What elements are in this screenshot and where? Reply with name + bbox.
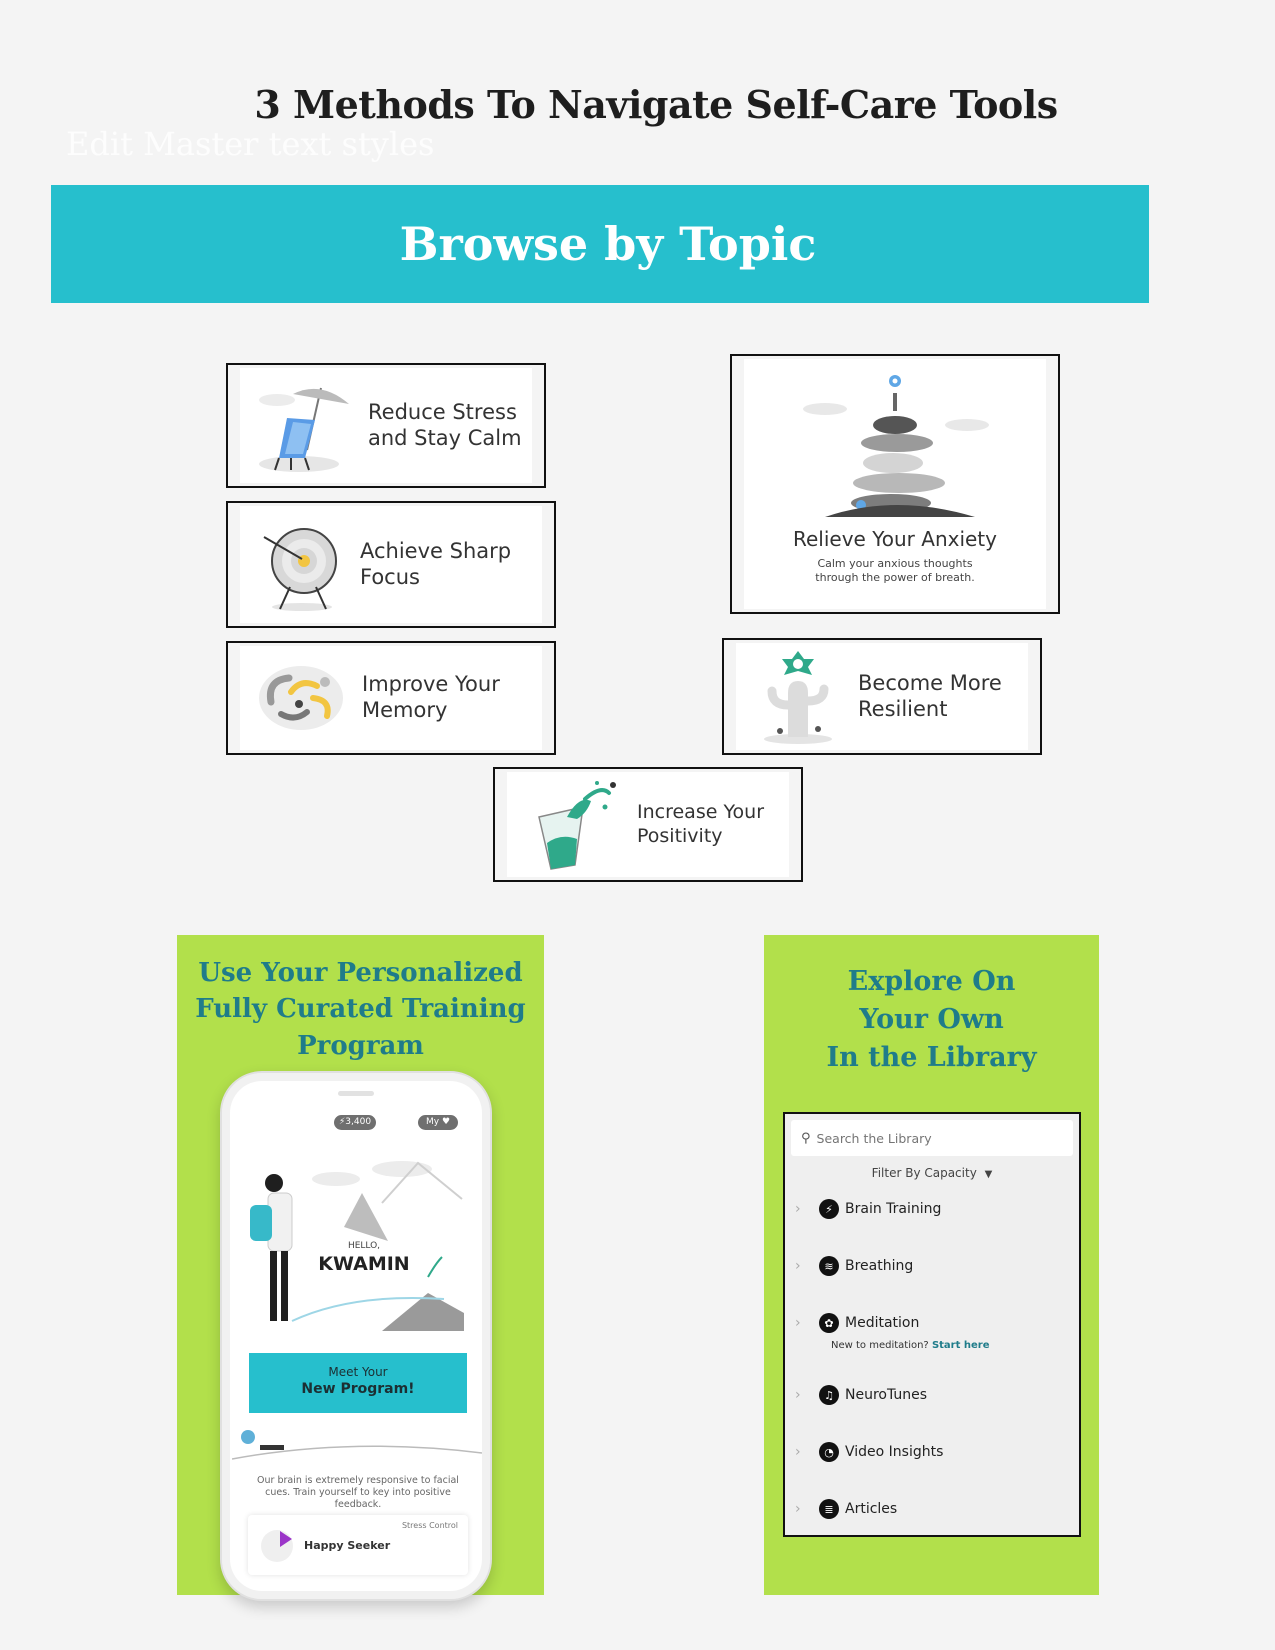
phone-mockup — [220, 1071, 492, 1601]
library-item-brain-training[interactable] — [795, 1194, 1075, 1224]
cactus-icon — [736, 643, 858, 750]
phone-caption: Our brain is extremely responsive to facial cues. Train yourself to key into positive feedback. — [257, 1475, 459, 1510]
meditation-hint-text: New to meditation? — [831, 1340, 929, 1351]
library-item-label: Articles — [845, 1501, 898, 1517]
library-item-articles[interactable] — [795, 1494, 1075, 1524]
card-title: Happy Seeker — [304, 1539, 391, 1552]
banner-title: Browse by Topic — [399, 217, 817, 271]
topic-label: Increase Your Positivity — [637, 801, 765, 847]
stacked-stones-icon — [744, 359, 1046, 527]
meditation-icon: ✿ — [819, 1313, 839, 1333]
filter-label: Filter By Capacity — [871, 1166, 977, 1180]
cta-line-2: New Program! — [301, 1381, 415, 1397]
topic-card-reduce-stress[interactable] — [226, 363, 546, 488]
cta-line-1: Meet Your — [328, 1365, 388, 1379]
placeholder-ghost-text: Edit Master text styles — [66, 125, 435, 163]
topic-label: Achieve Sharp Focus — [360, 538, 512, 589]
meditation-hint — [831, 1340, 989, 1351]
search-input[interactable] — [817, 1131, 1057, 1146]
beach-chair-icon — [240, 368, 368, 483]
library-item-label: Brain Training — [845, 1201, 942, 1217]
library-item-meditation[interactable] — [795, 1308, 1075, 1338]
phone-speaker — [338, 1091, 374, 1096]
chevron-right-icon: › — [795, 1258, 801, 1274]
library-item-neurotunes[interactable] — [795, 1380, 1075, 1410]
browse-banner — [51, 185, 1149, 303]
brain-training-icon: ⚡ — [819, 1199, 839, 1219]
brain-icon — [240, 646, 362, 750]
my-label: My — [425, 1117, 440, 1127]
chevron-right-icon: › — [795, 1444, 801, 1460]
topic-card-anxiety[interactable] — [730, 354, 1060, 614]
topic-subtitle: Calm your anxious thoughts through the power of breath. — [815, 557, 975, 584]
heart-icon: ♥ — [441, 1117, 451, 1127]
music-note-icon: ♫ — [819, 1385, 839, 1405]
filter-dropdown[interactable] — [785, 1166, 1079, 1180]
breathing-icon: ≋ — [819, 1256, 839, 1276]
chevron-right-icon: › — [795, 1315, 801, 1331]
topic-card-sharp-focus[interactable] — [226, 501, 556, 628]
topic-label: Improve Your Memory — [362, 672, 500, 722]
topic-card-resilient[interactable] — [722, 638, 1042, 755]
phone-greeting: HELLO, — [347, 1241, 381, 1251]
library-item-label: Meditation — [845, 1315, 920, 1331]
topic-label: Relieve Your Anxiety — [792, 527, 997, 551]
topic-card-positivity[interactable] — [493, 767, 803, 882]
points-pill[interactable] — [334, 1115, 376, 1130]
video-insights-icon: ◔ — [819, 1442, 839, 1462]
chevron-right-icon: › — [795, 1201, 801, 1217]
target-icon — [240, 506, 360, 623]
library-item-label: NeuroTunes — [845, 1387, 928, 1403]
program-panel-heading: Use Your Personalized Fully Curated Training Program — [195, 958, 526, 1061]
glass-splash-icon — [507, 772, 637, 877]
topic-label: Reduce Stress and Stay Calm — [368, 399, 522, 450]
play-icon — [258, 1527, 296, 1565]
chevron-right-icon: › — [795, 1501, 801, 1517]
phone-user-name: KWAMIN — [318, 1253, 410, 1275]
library-item-video-insights[interactable] — [795, 1437, 1075, 1467]
library-screen — [783, 1112, 1081, 1537]
search-icon: ⚲ — [801, 1130, 811, 1146]
points-value: 3,400 — [345, 1117, 372, 1127]
landscape-divider — [232, 1423, 482, 1469]
library-item-label: Breathing — [845, 1258, 914, 1274]
library-item-breathing[interactable] — [795, 1251, 1075, 1281]
library-item-label: Video Insights — [845, 1444, 944, 1460]
start-here-link[interactable]: Start here — [931, 1340, 990, 1351]
chevron-right-icon: › — [795, 1387, 801, 1403]
topic-label: Become More Resilient — [858, 670, 1002, 721]
library-panel-heading: Explore On Your Own In the Library — [826, 966, 1037, 1073]
articles-icon: ≣ — [819, 1499, 839, 1519]
meet-program-button[interactable] — [249, 1353, 467, 1413]
page-title: 3 Methods To Navigate Self-Care Tools — [254, 82, 1058, 127]
topic-card-memory[interactable] — [226, 641, 556, 755]
library-search-bar[interactable] — [791, 1120, 1073, 1156]
bolt-icon: ⚡ — [338, 1117, 346, 1127]
my-pill[interactable] — [418, 1115, 458, 1130]
caret-down-icon: ▼ — [984, 1169, 993, 1180]
card-tag: Stress Control — [401, 1521, 458, 1530]
program-card[interactable] — [248, 1515, 468, 1575]
